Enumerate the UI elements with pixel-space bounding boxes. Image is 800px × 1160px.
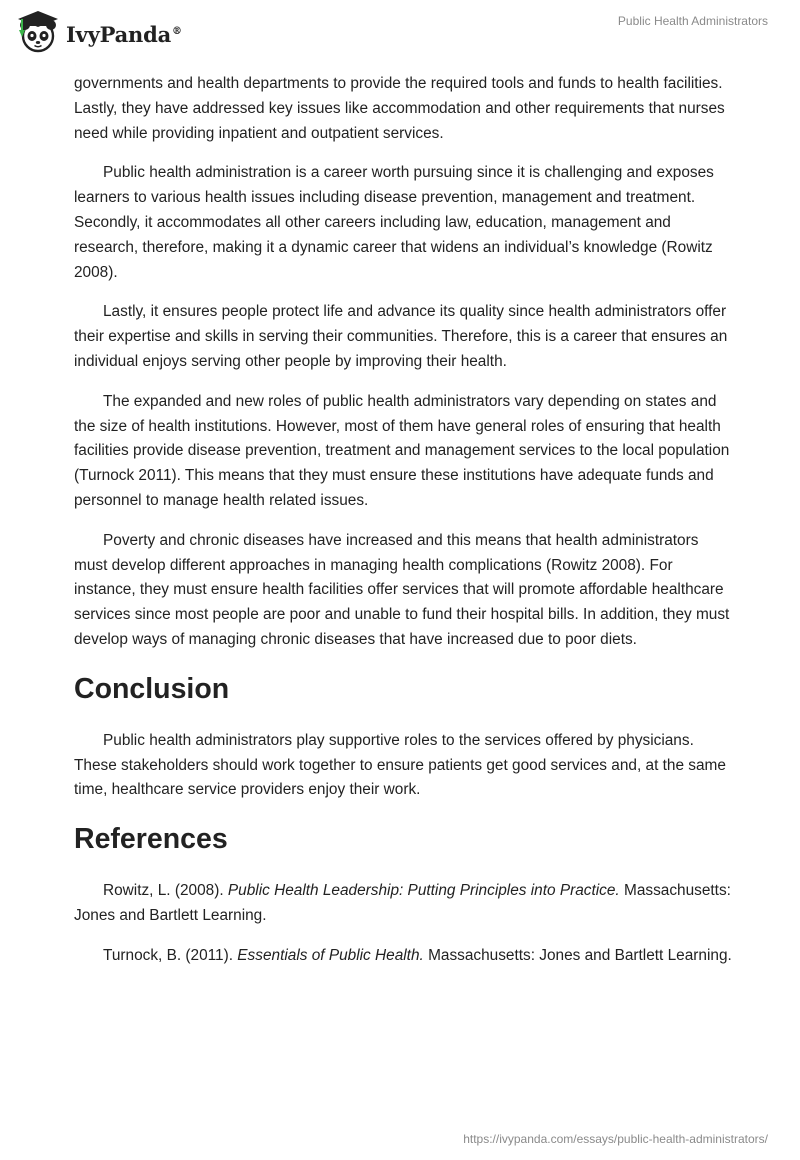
reference-publisher: Massachusetts: Jones and Bartlett Learning. — [423, 946, 732, 964]
paragraph-4: The expanded and new roles of public health administrators vary depending on states and the size of health institutions. However, most of them have general roles of ensuring that health facilities provide disease prevention, treatment and management services to the local population (Turnock 2011). This means that they must ensure these institutions have adequate funds and personnel to manage health related issues. — [74, 392, 730, 509]
reference-item — [74, 944, 734, 969]
brand-name — [66, 22, 182, 47]
references-heading: References — [74, 823, 228, 856]
reference-item — [74, 879, 734, 929]
paragraph-3: Lastly, it ensures people protect life and advance its quality since health administrators offer their expertise and skills in serving their communities. Therefore, this is a career that ensures an individual enjoys serving other people by improving their health. — [74, 303, 728, 370]
paragraph-5: Poverty and chronic diseases have increased and this means that health administrators must develop different approaches in managing health complications (Rowitz 2008). For instance, they must ensure health facilities offer services that will promote affordable healthcare services since most people are poor and unable to fund their hospital bills. In addition, they must develop ways of managing chronic diseases that have increased due to poor diets. — [74, 531, 730, 648]
reference-title: Public Health Leadership: Putting Principles into Practice. — [227, 882, 620, 900]
essay-content — [74, 72, 734, 984]
reference-author-year: Rowitz, L. (2008). — [103, 882, 228, 900]
page-header — [0, 0, 800, 70]
brand-name-text: IvyPanda — [66, 21, 172, 47]
conclusion-paragraph: Public health administrators play supportive roles to the services offered by physicians. These stakeholders should work together to ensure patients get good services and, at the same time, healthcare service providers enjoy their work. — [74, 731, 726, 799]
paragraph-2: Public health administration is a career worth pursuing since it is challenging and exposes learners to various health issues including disease prevention, management and treatment. Secondly, it accommodates all other careers including law, education, management and research, therefore, making it a dynamic career that widens an individual’s knowledge (Rowitz 2008). — [74, 164, 714, 281]
reference-title: Essentials of Public Health. — [237, 946, 424, 964]
panda-graduation-cap-icon — [14, 8, 62, 56]
document-title: Public Health Administrators — [617, 14, 768, 28]
brand-logo[interactable] — [14, 8, 182, 56]
conclusion-heading: Conclusion — [74, 672, 230, 705]
source-url-link[interactable]: https://ivypanda.com/essays/public-health-administrators/ — [463, 1132, 768, 1146]
reference-author-year: Turnock, B. (2011). — [103, 946, 238, 964]
paragraph-1: governments and health departments to provide the required tools and funds to health facilities. Lastly, they have addressed key issues like accommodation and other requirements that nurses need while providing inpatient and outpatient services. — [74, 75, 725, 142]
reference-publisher: Massachusetts: Jones and Bartlett Learning. — [74, 882, 731, 924]
registered-mark: ® — [172, 25, 182, 37]
